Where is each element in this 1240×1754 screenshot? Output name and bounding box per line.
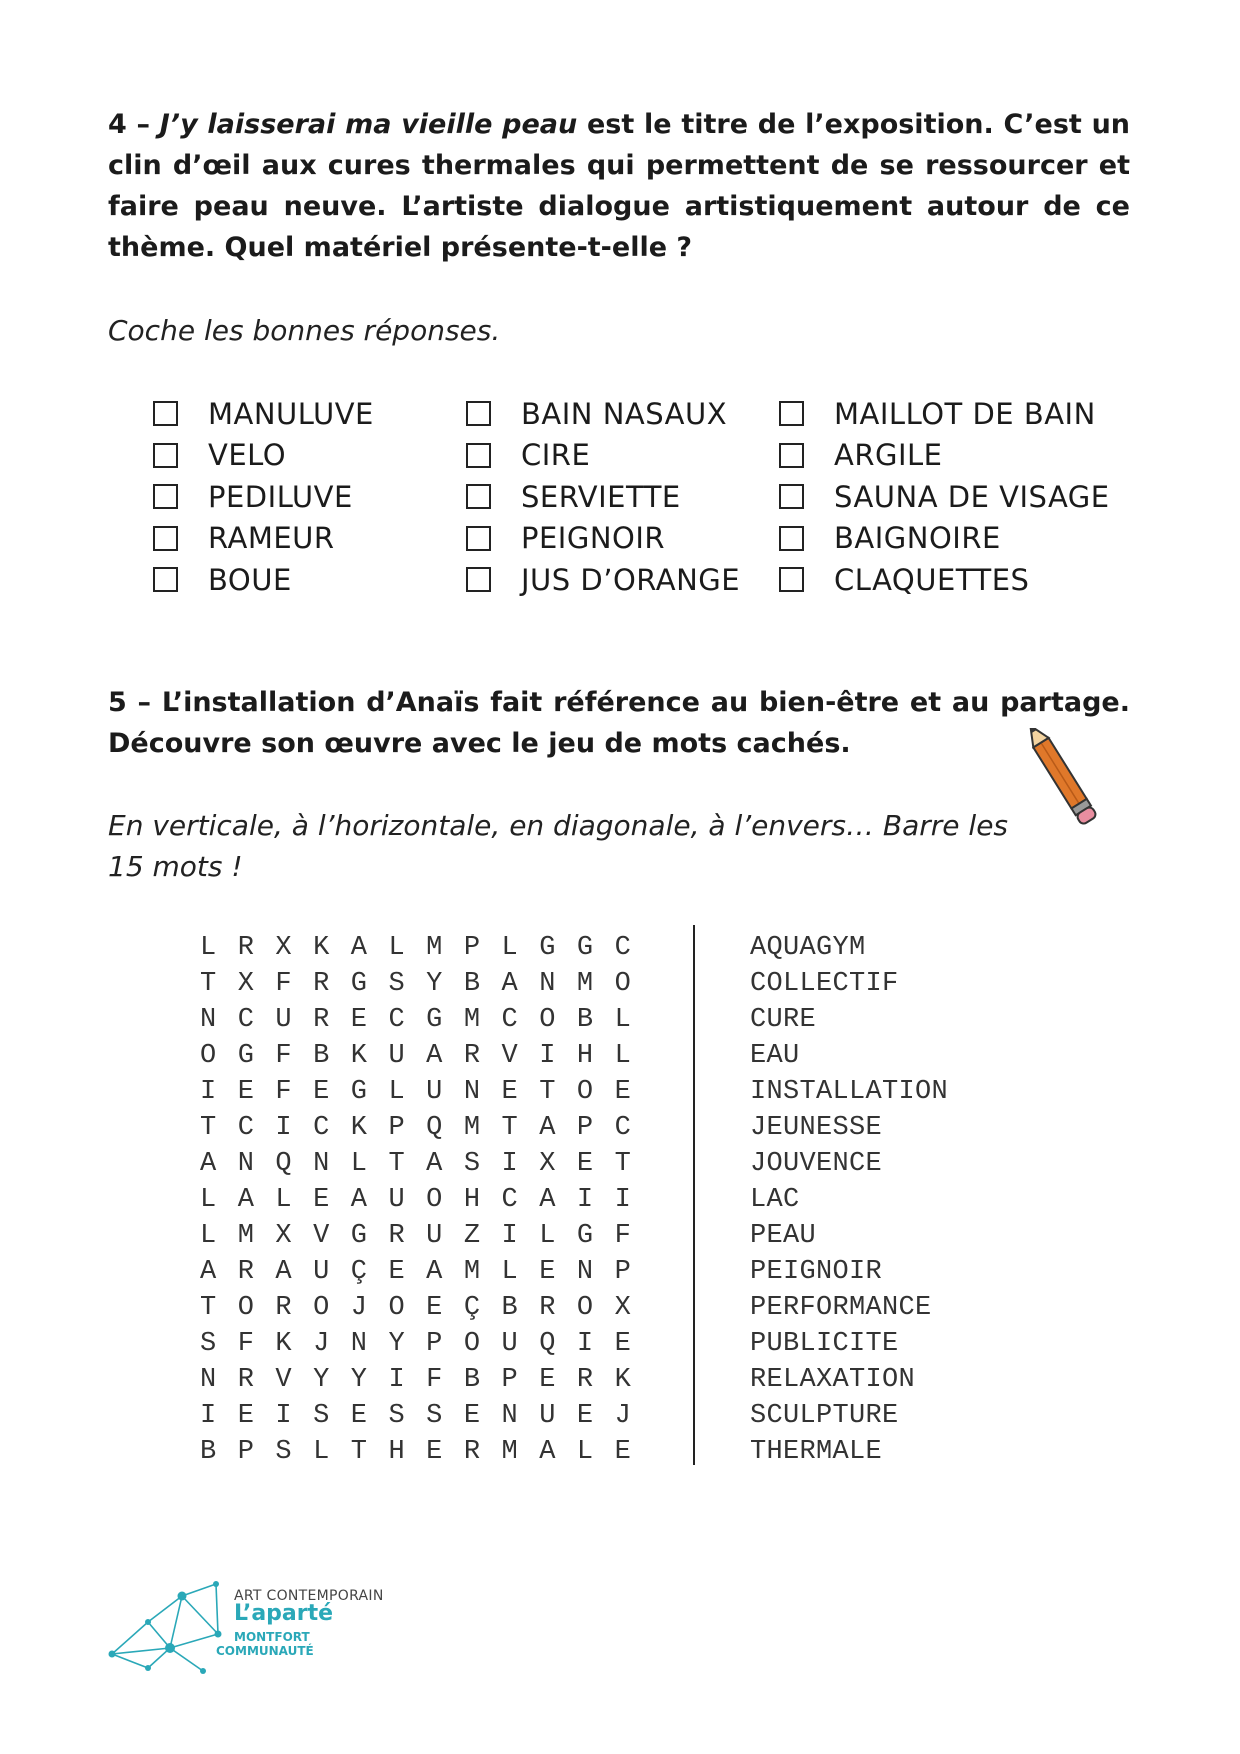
- grid-letter[interactable]: K: [313, 933, 330, 963]
- grid-letter[interactable]: O: [539, 1005, 556, 1035]
- grid-letter[interactable]: C: [614, 1113, 631, 1143]
- grid-letter[interactable]: E: [426, 1437, 443, 1467]
- grid-row: [200, 1110, 652, 1146]
- checkbox-label: SAUNA DE VISAGE: [834, 479, 1110, 514]
- checkbox-label: PEDILUVE: [208, 479, 353, 514]
- grid-letter[interactable]: E: [539, 1257, 556, 1287]
- grid-letter[interactable]: R: [539, 1293, 556, 1323]
- grid-letter[interactable]: S: [200, 1329, 217, 1359]
- grid-letter[interactable]: A: [501, 969, 518, 999]
- grid-letter[interactable]: Y: [388, 1329, 405, 1359]
- grid-letter[interactable]: R: [576, 1365, 594, 1395]
- grid-letter[interactable]: S: [426, 1401, 443, 1431]
- grid-letter[interactable]: F: [426, 1365, 443, 1395]
- checkbox-icon[interactable]: [153, 484, 178, 509]
- grid-letter[interactable]: Y: [313, 1365, 330, 1395]
- exhibition-title: J’y laisserai ma vieille peau: [159, 109, 578, 140]
- checkbox-option[interactable]: [466, 393, 779, 435]
- grid-letter[interactable]: Q: [539, 1329, 556, 1359]
- grid-letter[interactable]: C: [614, 933, 631, 963]
- grid-letter[interactable]: I: [275, 1401, 292, 1431]
- grid-letter[interactable]: E: [237, 1077, 254, 1107]
- word-list-item: THERMALE: [750, 1437, 883, 1467]
- grid-letter[interactable]: I: [501, 1221, 518, 1251]
- checkbox-label: CIRE: [521, 438, 591, 473]
- word-search-grid: [200, 930, 652, 1470]
- grid-letter[interactable]: E: [313, 1185, 330, 1215]
- grid-letter[interactable]: C: [237, 1113, 254, 1143]
- grid-letter[interactable]: N: [350, 1329, 367, 1359]
- grid-letter[interactable]: U: [426, 1221, 443, 1251]
- checkbox-option[interactable]: [779, 476, 1109, 518]
- checkbox-icon[interactable]: [779, 484, 804, 509]
- grid-row: [200, 1254, 652, 1290]
- grid-letter[interactable]: O: [313, 1293, 330, 1323]
- grid-letter[interactable]: X: [275, 933, 292, 963]
- network-logo-icon: [108, 1576, 238, 1676]
- grid-letter[interactable]: G: [350, 969, 367, 999]
- grid-letter[interactable]: C: [388, 1005, 405, 1035]
- grid-letter[interactable]: J: [614, 1401, 631, 1431]
- checkbox-label: CLAQUETTES: [834, 562, 1030, 597]
- grid-letter[interactable]: G: [539, 933, 556, 963]
- grid-letter[interactable]: B: [463, 969, 481, 999]
- grid-row: [200, 1074, 652, 1110]
- grid-letter[interactable]: X: [237, 969, 254, 999]
- checkbox-option[interactable]: [153, 518, 466, 560]
- grid-row: [200, 930, 652, 966]
- checkbox-icon[interactable]: [153, 443, 178, 468]
- grid-letter[interactable]: B: [463, 1365, 481, 1395]
- checkbox-option[interactable]: [779, 435, 1109, 477]
- grid-letter[interactable]: E: [313, 1077, 330, 1107]
- grid-letter[interactable]: N: [539, 969, 556, 999]
- word-list-item: PUBLICITE: [750, 1329, 899, 1359]
- question-5-instruction: En verticale, à l’horizontale, en diagonale, à l’envers… Barre les 15 mots !: [108, 809, 1009, 883]
- question-4-text: [108, 104, 1130, 268]
- grid-letter[interactable]: E: [237, 1401, 254, 1431]
- grid-letter[interactable]: L: [501, 1257, 518, 1287]
- word-list-item: LAC: [750, 1185, 800, 1215]
- checkbox-label: JUS D’ORANGE: [521, 562, 741, 597]
- grid-letter[interactable]: I: [501, 1149, 518, 1179]
- checkbox-label: MANULUVE: [208, 396, 374, 431]
- grid-letter[interactable]: N: [200, 1005, 217, 1035]
- grid-letter[interactable]: E: [614, 1077, 631, 1107]
- grid-letter[interactable]: G: [576, 1221, 594, 1251]
- grid-letter[interactable]: T: [614, 1149, 631, 1179]
- grid-letter[interactable]: L: [200, 1221, 217, 1251]
- grid-letter[interactable]: E: [614, 1329, 631, 1359]
- checkbox-option[interactable]: [153, 559, 466, 601]
- checkbox-option[interactable]: [153, 435, 466, 477]
- grid-letter[interactable]: M: [463, 1005, 481, 1035]
- grid-letter[interactable]: O: [200, 1041, 217, 1071]
- grid-row: [200, 1002, 652, 1038]
- word-list-item: CURE: [750, 1005, 817, 1035]
- grid-letter[interactable]: G: [350, 1077, 367, 1107]
- grid-letter[interactable]: U: [388, 1041, 405, 1071]
- grid-letter[interactable]: K: [350, 1113, 367, 1143]
- grid-letter[interactable]: B: [576, 1005, 594, 1035]
- word-list-item: AQUAGYM: [750, 933, 866, 963]
- grid-letter[interactable]: E: [576, 1149, 594, 1179]
- grid-row: [200, 1290, 652, 1326]
- grid-letter[interactable]: G: [237, 1041, 254, 1071]
- grid-row: [200, 1434, 652, 1470]
- checkbox-label: BAIGNOIRE: [834, 521, 1001, 556]
- checkbox-option[interactable]: [779, 559, 1109, 601]
- grid-letter[interactable]: S: [388, 1401, 405, 1431]
- checkbox-label: BAIN NASAUX: [521, 396, 728, 431]
- word-list-item: JOUVENCE: [750, 1149, 883, 1179]
- grid-letter[interactable]: T: [501, 1113, 518, 1143]
- grid-letter[interactable]: Ç: [463, 1293, 481, 1323]
- grid-letter[interactable]: M: [576, 969, 594, 999]
- checkbox-options: [153, 393, 1153, 601]
- grid-letter[interactable]: T: [388, 1149, 405, 1179]
- word-list-item: COLLECTIF: [750, 969, 899, 999]
- grid-letter[interactable]: K: [350, 1041, 367, 1071]
- grid-letter[interactable]: A: [539, 1437, 556, 1467]
- grid-letter[interactable]: G: [426, 1005, 443, 1035]
- checkbox-icon[interactable]: [779, 567, 804, 592]
- grid-letter[interactable]: E: [388, 1257, 405, 1287]
- checkbox-option[interactable]: [466, 435, 779, 477]
- grid-letter[interactable]: O: [237, 1293, 254, 1323]
- grid-letter[interactable]: X: [539, 1149, 556, 1179]
- grid-letter[interactable]: A: [350, 933, 367, 963]
- logo-line-2: COMMUNAUTÉ: [216, 1644, 314, 1658]
- grid-letter[interactable]: O: [426, 1185, 443, 1215]
- grid-letter[interactable]: R: [313, 1005, 330, 1035]
- grid-letter[interactable]: T: [200, 1113, 217, 1143]
- checkbox-option[interactable]: [153, 393, 466, 435]
- checkbox-icon[interactable]: [466, 484, 491, 509]
- word-list-item: SCULPTURE: [750, 1401, 899, 1431]
- grid-letter[interactable]: E: [576, 1401, 594, 1431]
- grid-letter[interactable]: I: [200, 1077, 217, 1107]
- grid-row: [200, 1362, 652, 1398]
- grid-letter[interactable]: M: [463, 1257, 481, 1287]
- grid-letter[interactable]: A: [426, 1149, 443, 1179]
- word-list-item: PEIGNOIR: [750, 1257, 883, 1287]
- grid-letter[interactable]: Y: [426, 969, 443, 999]
- grid-letter[interactable]: T: [539, 1077, 556, 1107]
- grid-letter[interactable]: A: [426, 1041, 443, 1071]
- grid-letter[interactable]: I: [576, 1185, 594, 1215]
- grid-letter[interactable]: T: [200, 969, 217, 999]
- grid-letter[interactable]: J: [350, 1293, 367, 1323]
- grid-letter[interactable]: C: [501, 1005, 518, 1035]
- checkbox-label: MAILLOT DE BAIN: [834, 396, 1096, 431]
- grid-letter[interactable]: N: [200, 1365, 217, 1395]
- grid-letter[interactable]: A: [539, 1185, 556, 1215]
- grid-letter[interactable]: Q: [426, 1113, 443, 1143]
- checkbox-icon[interactable]: [779, 443, 804, 468]
- grid-letter[interactable]: R: [388, 1221, 405, 1251]
- grid-letter[interactable]: O: [576, 1077, 594, 1107]
- word-list-item: PERFORMANCE: [750, 1293, 932, 1323]
- grid-letter[interactable]: R: [463, 1041, 481, 1071]
- grid-letter[interactable]: R: [237, 933, 254, 963]
- grid-letter[interactable]: F: [275, 1077, 292, 1107]
- grid-letter[interactable]: B: [313, 1041, 330, 1071]
- grid-letter[interactable]: B: [200, 1437, 217, 1467]
- logo: [108, 1566, 418, 1676]
- checkbox-option[interactable]: [466, 559, 779, 601]
- grid-letter[interactable]: C: [313, 1113, 330, 1143]
- checkbox-label: RAMEUR: [208, 521, 335, 556]
- grid-letter[interactable]: T: [200, 1293, 217, 1323]
- grid-letter[interactable]: L: [614, 1041, 631, 1071]
- grid-letter[interactable]: R: [275, 1293, 292, 1323]
- grid-letter[interactable]: I: [614, 1185, 631, 1215]
- grid-letter[interactable]: E: [350, 1005, 367, 1035]
- checkbox-option[interactable]: [779, 393, 1109, 435]
- grid-letter[interactable]: T: [350, 1437, 367, 1467]
- word-list-item: EAU: [750, 1041, 800, 1071]
- grid-row: [200, 1146, 652, 1182]
- grid-letter[interactable]: E: [614, 1437, 631, 1467]
- grid-divider: [693, 925, 695, 1465]
- grid-letter[interactable]: A: [539, 1113, 556, 1143]
- checkbox-label: BOUE: [208, 562, 292, 597]
- grid-letter[interactable]: K: [614, 1365, 631, 1395]
- grid-letter[interactable]: R: [313, 969, 330, 999]
- grid-letter[interactable]: A: [275, 1257, 292, 1287]
- checkbox-label: PEIGNOIR: [521, 521, 666, 556]
- grid-letter[interactable]: R: [463, 1437, 481, 1467]
- grid-letter[interactable]: K: [275, 1329, 292, 1359]
- grid-letter[interactable]: L: [388, 933, 405, 963]
- grid-letter[interactable]: E: [350, 1401, 367, 1431]
- grid-letter[interactable]: N: [237, 1149, 254, 1179]
- grid-row: [200, 966, 652, 1002]
- grid-letter[interactable]: U: [275, 1005, 292, 1035]
- grid-letter[interactable]: N: [501, 1401, 518, 1431]
- grid-letter[interactable]: F: [237, 1329, 254, 1359]
- grid-letter[interactable]: S: [388, 969, 405, 999]
- grid-letter[interactable]: O: [388, 1293, 405, 1323]
- grid-letter[interactable]: S: [275, 1437, 292, 1467]
- grid-letter[interactable]: L: [275, 1185, 292, 1215]
- grid-row: [200, 1182, 652, 1218]
- grid-letter[interactable]: U: [539, 1401, 556, 1431]
- grid-letter[interactable]: L: [501, 933, 518, 963]
- word-list-item: JEUNESSE: [750, 1113, 883, 1143]
- question-4-instruction: Coche les bonnes réponses.: [108, 314, 501, 347]
- checkbox-option[interactable]: [466, 518, 779, 560]
- grid-letter[interactable]: F: [614, 1221, 631, 1251]
- grid-letter[interactable]: M: [463, 1113, 481, 1143]
- grid-letter[interactable]: L: [200, 1185, 217, 1215]
- grid-letter[interactable]: L: [350, 1149, 367, 1179]
- checkbox-icon[interactable]: [779, 401, 804, 426]
- grid-letter[interactable]: O: [576, 1293, 594, 1323]
- grid-letter[interactable]: I: [200, 1401, 217, 1431]
- grid-letter[interactable]: A: [200, 1149, 217, 1179]
- grid-letter[interactable]: L: [576, 1437, 594, 1467]
- grid-letter[interactable]: S: [463, 1149, 481, 1179]
- grid-letter[interactable]: Ç: [350, 1257, 367, 1287]
- grid-letter[interactable]: N: [313, 1149, 330, 1179]
- grid-letter[interactable]: V: [313, 1221, 330, 1251]
- grid-letter[interactable]: P: [576, 1113, 594, 1143]
- grid-letter[interactable]: A: [426, 1257, 443, 1287]
- grid-letter[interactable]: E: [426, 1293, 443, 1323]
- grid-letter[interactable]: E: [463, 1401, 481, 1431]
- grid-letter[interactable]: L: [200, 933, 217, 963]
- grid-letter[interactable]: V: [275, 1365, 292, 1395]
- checkbox-option[interactable]: [779, 518, 1109, 560]
- grid-letter[interactable]: Q: [275, 1149, 292, 1179]
- grid-letter[interactable]: N: [463, 1077, 481, 1107]
- checkbox-option[interactable]: [466, 476, 779, 518]
- logo-name: L’aparté: [234, 1601, 334, 1626]
- checkbox-icon[interactable]: [153, 567, 178, 592]
- checkbox-icon[interactable]: [466, 526, 491, 551]
- checkbox-icon[interactable]: [153, 401, 178, 426]
- grid-letter[interactable]: L: [388, 1077, 405, 1107]
- grid-letter[interactable]: P: [463, 933, 481, 963]
- grid-letter[interactable]: U: [388, 1185, 405, 1215]
- grid-letter[interactable]: U: [426, 1077, 443, 1107]
- grid-letter[interactable]: C: [501, 1185, 518, 1215]
- word-list-item: INSTALLATION: [750, 1077, 949, 1107]
- grid-letter[interactable]: P: [614, 1257, 631, 1287]
- grid-letter[interactable]: H: [576, 1041, 594, 1071]
- grid-letter[interactable]: F: [275, 969, 292, 999]
- grid-letter[interactable]: L: [313, 1437, 330, 1467]
- checkbox-icon[interactable]: [779, 526, 804, 551]
- grid-letter[interactable]: V: [501, 1041, 518, 1071]
- grid-letter[interactable]: A: [200, 1257, 217, 1287]
- checkbox-icon[interactable]: [153, 526, 178, 551]
- checkbox-icon[interactable]: [466, 401, 491, 426]
- grid-letter[interactable]: M: [501, 1437, 518, 1467]
- grid-letter[interactable]: A: [350, 1185, 367, 1215]
- grid-letter[interactable]: E: [501, 1077, 518, 1107]
- grid-letter[interactable]: F: [275, 1041, 292, 1071]
- grid-letter[interactable]: P: [426, 1329, 443, 1359]
- grid-letter[interactable]: L: [614, 1005, 631, 1035]
- grid-letter[interactable]: S: [313, 1401, 330, 1431]
- grid-letter[interactable]: P: [237, 1437, 254, 1467]
- grid-letter[interactable]: X: [614, 1293, 631, 1323]
- grid-row: [200, 1398, 652, 1434]
- grid-letter[interactable]: U: [501, 1329, 518, 1359]
- word-list: [750, 930, 948, 1470]
- logo-top-line: ART CONTEMPORAIN: [234, 1588, 384, 1604]
- checkbox-label: ARGILE: [834, 438, 943, 473]
- grid-letter[interactable]: I: [388, 1365, 405, 1395]
- grid-row: [200, 1326, 652, 1362]
- grid-letter[interactable]: E: [539, 1365, 556, 1395]
- grid-letter[interactable]: L: [539, 1221, 556, 1251]
- grid-letter[interactable]: O: [614, 969, 631, 999]
- grid-letter[interactable]: A: [237, 1185, 254, 1215]
- grid-letter[interactable]: P: [388, 1113, 405, 1143]
- grid-letter[interactable]: R: [237, 1257, 254, 1287]
- grid-letter[interactable]: Y: [350, 1365, 367, 1395]
- grid-letter[interactable]: H: [463, 1185, 481, 1215]
- checkbox-label: SERVIETTE: [521, 479, 681, 514]
- grid-letter[interactable]: O: [463, 1329, 481, 1359]
- grid-letter[interactable]: J: [313, 1329, 330, 1359]
- logo-line-1: MONTFORT: [234, 1630, 310, 1644]
- grid-letter[interactable]: M: [237, 1221, 254, 1251]
- checkbox-icon[interactable]: [466, 567, 491, 592]
- grid-row: [200, 1218, 652, 1254]
- grid-letter[interactable]: G: [576, 933, 594, 963]
- checkbox-option[interactable]: [153, 476, 466, 518]
- grid-letter[interactable]: G: [350, 1221, 367, 1251]
- question-4-body: est le titre de l’exposition. C’est un clin d’œil aux cures thermales qui permettent de se ressourcer et faire peau neuve. L’artiste dialogue artistiquement autour de ce thème. Quel matériel présente-t-elle ?: [108, 109, 1131, 263]
- checkbox-icon[interactable]: [466, 443, 491, 468]
- grid-letter[interactable]: I: [576, 1329, 594, 1359]
- grid-letter[interactable]: P: [501, 1365, 518, 1395]
- grid-letter[interactable]: U: [313, 1257, 330, 1287]
- pencil-icon: [1010, 728, 1120, 838]
- grid-letter[interactable]: N: [576, 1257, 594, 1287]
- grid-row: [200, 1038, 652, 1074]
- grid-letter[interactable]: I: [275, 1113, 292, 1143]
- grid-letter[interactable]: X: [275, 1221, 292, 1251]
- question-5-text: 5 – L’installation d’Anaïs fait référence au bien-être et au partage. Découvre son œuvre avec le jeu de mots cachés.: [108, 687, 1130, 759]
- grid-letter[interactable]: C: [237, 1005, 254, 1035]
- grid-letter[interactable]: B: [501, 1293, 518, 1323]
- word-list-item: PEAU: [750, 1221, 817, 1251]
- grid-letter[interactable]: Z: [463, 1221, 481, 1251]
- grid-letter[interactable]: I: [539, 1041, 556, 1071]
- checkbox-label: VELO: [208, 438, 287, 473]
- grid-letter[interactable]: M: [426, 933, 443, 963]
- word-list-item: RELAXATION: [750, 1365, 916, 1395]
- question-4-number: 4 –: [108, 109, 151, 140]
- grid-letter[interactable]: H: [388, 1437, 405, 1467]
- grid-letter[interactable]: R: [237, 1365, 254, 1395]
